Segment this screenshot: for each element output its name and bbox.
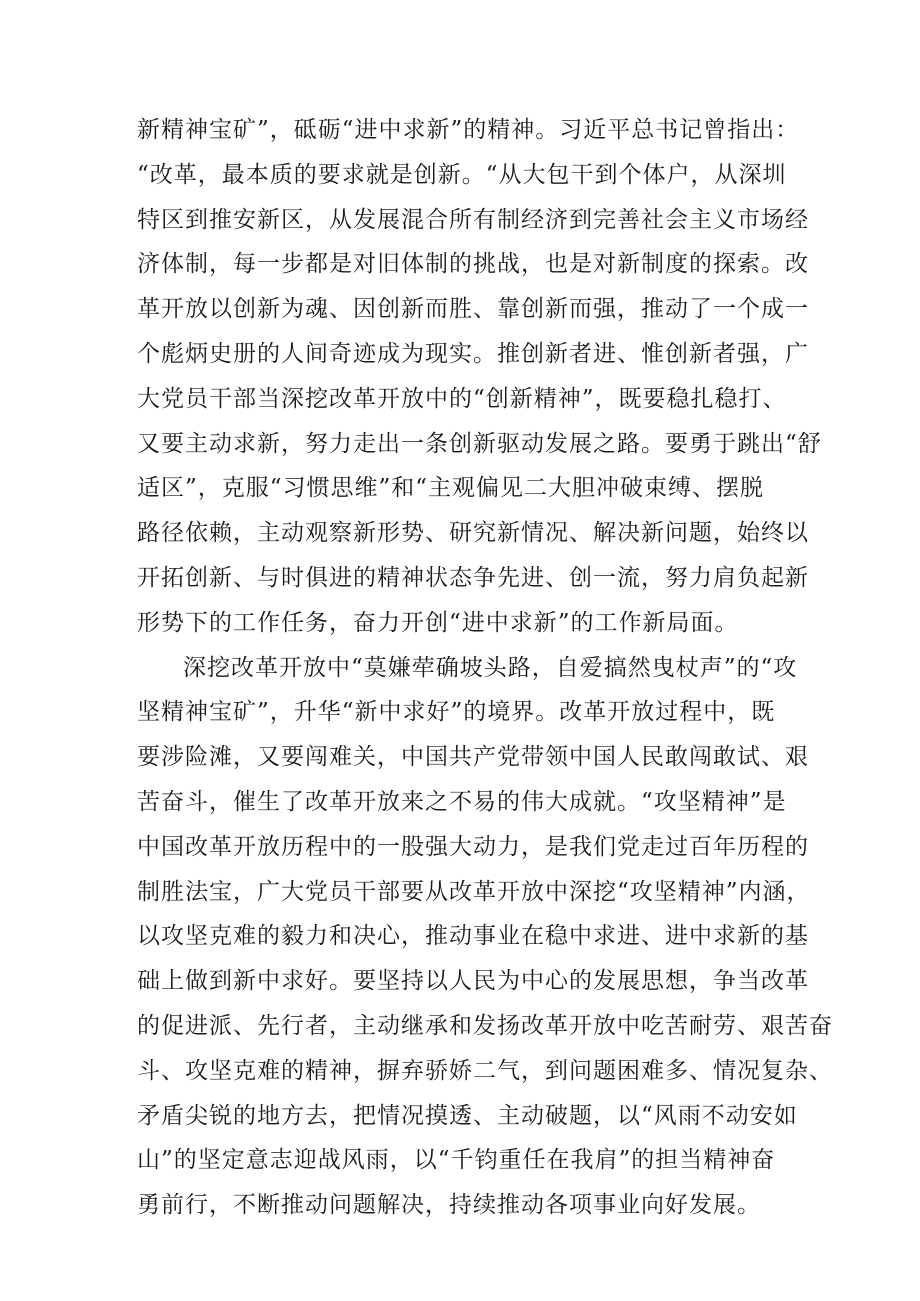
text-line: 适区”，克服“习惯思维”和“主观偏见二大胆冲破束缚、摆脱 [137, 475, 765, 502]
paragraph-1 [137, 108, 822, 646]
text-line: 新精神宝矿”，砥砺“进中求新”的精神。习近平总书记曾指出： [137, 117, 800, 143]
text-line: 苦奋斗，催生了改革开放来之不易的伟大成就。“攻坚精神”是 [137, 788, 787, 815]
text-line: 制胜法宝，广大党员干部要从改革开放中深挖“攻坚精神”内涵， [137, 878, 811, 905]
text-line: 大党员干部当深挖改革开放中的“创新精神”，既要稳扎稳打、 [137, 385, 787, 412]
text-line: 个彪炳史册的人间奇迹成为现实。推创新者进、惟创新者强，广 [137, 340, 809, 367]
text-line: 济体制，每一步都是对旧体制的挑战，也是对新制度的探索。改 [137, 251, 809, 278]
text-line: “改革，最本质的要求就是创新。“从大包干到个体户，从深圳 [137, 161, 787, 188]
text-line: 开拓创新、与时俱进的精神状态争先进、创一流，努力肩负起新 [137, 564, 809, 591]
text-line: 矛盾尖锐的地方去，把情况摸透、主动破题，以“风雨不动安如 [137, 1102, 798, 1129]
text-line: 勇前行，不断推动问题解决，持续推动各项事业向好发展。 [137, 1192, 761, 1219]
text-line: 形势下的工作任务，奋力开创“进中求新”的工作新局面。 [137, 609, 739, 636]
text-line: 斗、攻坚克难的精神，摒弃骄娇二气，到问题困难多、情况复杂、 [137, 1057, 833, 1084]
text-line: 础上做到新中求好。要坚持以人民为中心的发展思想，争当改革 [137, 968, 809, 995]
paragraph-2 [137, 646, 833, 1228]
text-line: 路径依赖，主动观察新形势、研究新情况、解决新问题，始终以 [137, 520, 809, 547]
text-line: 要涉险滩，又要闯难关，中国共产党带领中国人民敢闯敢试、艰 [137, 744, 809, 771]
text-line: 的促进派、先行者，主动继承和发扬改革开放中吃苦耐劳、艰苦奋 [137, 1012, 833, 1039]
text-line: 山”的坚定意志迎战风雨，以“千钧重任在我肩”的担当精神奋 [137, 1147, 776, 1174]
document-body [137, 108, 833, 1228]
text-line: 坚精神宝矿”，升华“新中求好”的境界。改革开放过程中，既 [137, 699, 776, 726]
text-line: 特区到推安新区，从发展混合所有制经济到完善社会主义市场经 [137, 206, 809, 233]
text-line: 中国改革开放历程中的一股强大动力，是我们党走过百年历程的 [137, 833, 809, 860]
text-line: 又要主动求新，努力走出一条创新驱动发展之路。要勇于跳出“舒 [137, 430, 822, 457]
text-line-first: 深挖改革开放中“莫嫌荦确坡头路，自爱搞然曳杖声”的“攻 [183, 654, 798, 681]
text-line: 革开放以创新为魂、因创新而胜、靠创新而强，推动了一个成一 [137, 296, 809, 323]
text-line: 以攻坚克难的毅力和决心，推动事业在稳中求进、进中求新的基 [137, 923, 809, 950]
